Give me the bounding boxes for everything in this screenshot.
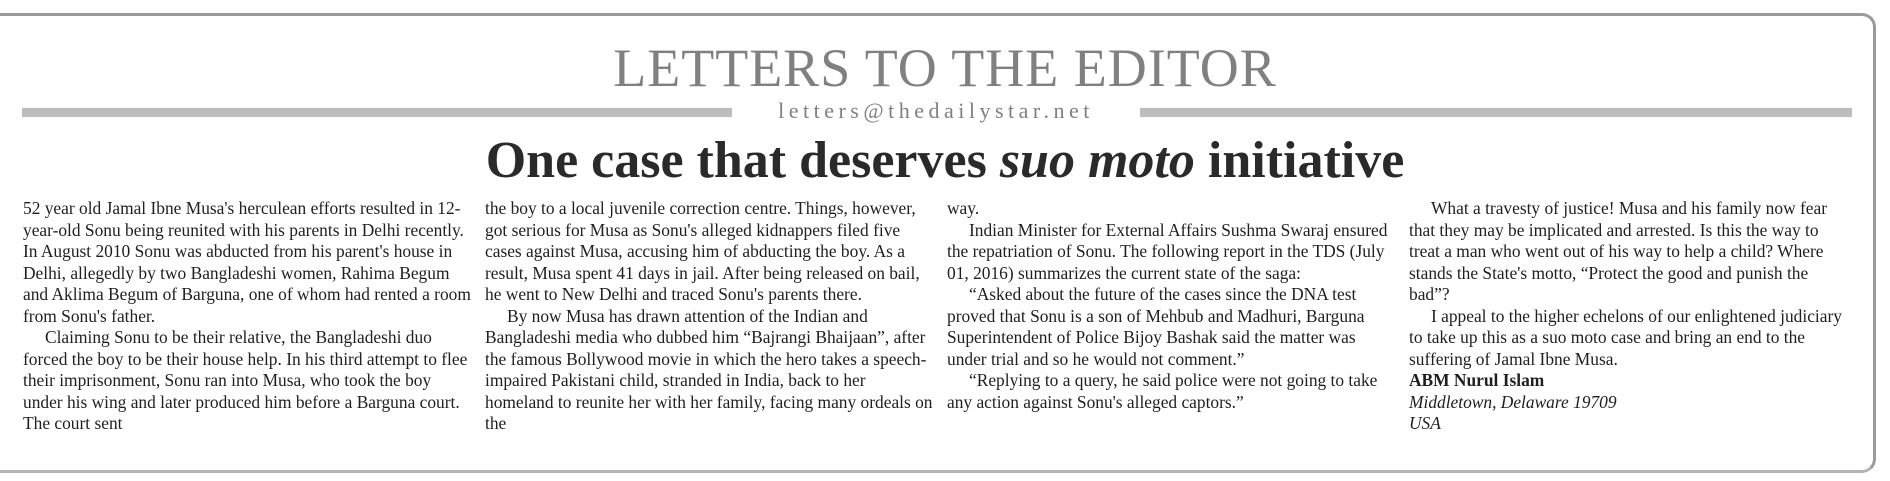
paragraph: What a travesty of justice! Musa and his family now fear that they may be implicated and arrested. Is this the way to treat a man who went out of his way to help a child? Where stands the State's motto, “Protect the good and punish the bad”? (1409, 198, 1827, 304)
paragraph: I appeal to the higher echelons of our enlightened judiciary to take up this as a suo moto case and bring an end to the suffering of Jamal Ibne Musa. (1409, 305, 1842, 369)
article-column-4 (1409, 198, 1849, 435)
paragraph: By now Musa has drawn attention of the Indian and Bangladeshi media who dubbed him “Bajrangi Bhaijaan”, after the famous Bollywood movie in which the hero takes a speech-impaired Pakistani child, stranded in India, back to her homeland to reunite her with her family, facing many ordeals on the (485, 305, 933, 433)
title-rule-left (22, 108, 732, 117)
signature-country: USA (1409, 413, 1441, 433)
paragraph: the boy to a local juvenile correction centre. Things, however, got serious for Musa as Sonu's alleged kidnappers filed five cases against Musa, accusing him of abducting the boy. As a result, Musa spent 41 days in jail. After being released on bail, he went to New Delhi and traced Sonu's parents there. (485, 198, 920, 304)
paragraph: way. (947, 198, 980, 218)
paragraph: Claiming Sonu to be their relative, the Bangladeshi duo forced the boy to be their house help. In his third attempt to flee their imprisonment, Sonu ran into Musa, who took the boy under his wing and later produced him before a Barguna court. The court sent (23, 327, 468, 433)
headline-part-1: One case that deserves (485, 132, 1000, 189)
editor-email: letters@thedailystar.net (778, 98, 1094, 123)
paragraph: “Replying to a query, he said police were not going to take any action against Sonu's alleged captors.” (947, 370, 1378, 412)
article-column-3 (947, 198, 1395, 413)
paragraph: 52 year old Jamal Ibne Musa's herculean efforts resulted in 12-year-old Sonu being reunited with his parents in Delhi recently. In August 2010 Sonu was abducted from his parent's house in Delhi, allegedly by two Bangladeshi women, Rahima Begum and Aklima Begum of Barguna, one of whom had rented a room from Sonu's father. (23, 198, 471, 326)
title-rule-right (1140, 108, 1852, 117)
signature-name: ABM Nurul Islam (1409, 370, 1545, 390)
section-title: LETTERS TO THE EDITOR (613, 38, 1277, 98)
signature-place: Middletown, Delaware 19709 (1409, 391, 1617, 412)
article-headline (0, 130, 1890, 192)
article-column-1 (23, 198, 471, 435)
paragraph: “Asked about the future of the cases since the DNA test proved that Sonu is a son of Mehbub and Madhuri, Barguna Superintendent of Police Bijoy Bashak said the matter was under trial and so he would not comment.” (947, 284, 1365, 369)
paragraph: Indian Minister for External Affairs Sushma Swaraj ensured the repatriation of Sonu. The following report in the TDS (July 01, 2016) summarizes the current state of the saga: (947, 219, 1388, 283)
headline-part-2: initiative (1194, 132, 1405, 189)
article-column-2 (485, 198, 933, 435)
headline-italic: suo moto (999, 132, 1195, 189)
